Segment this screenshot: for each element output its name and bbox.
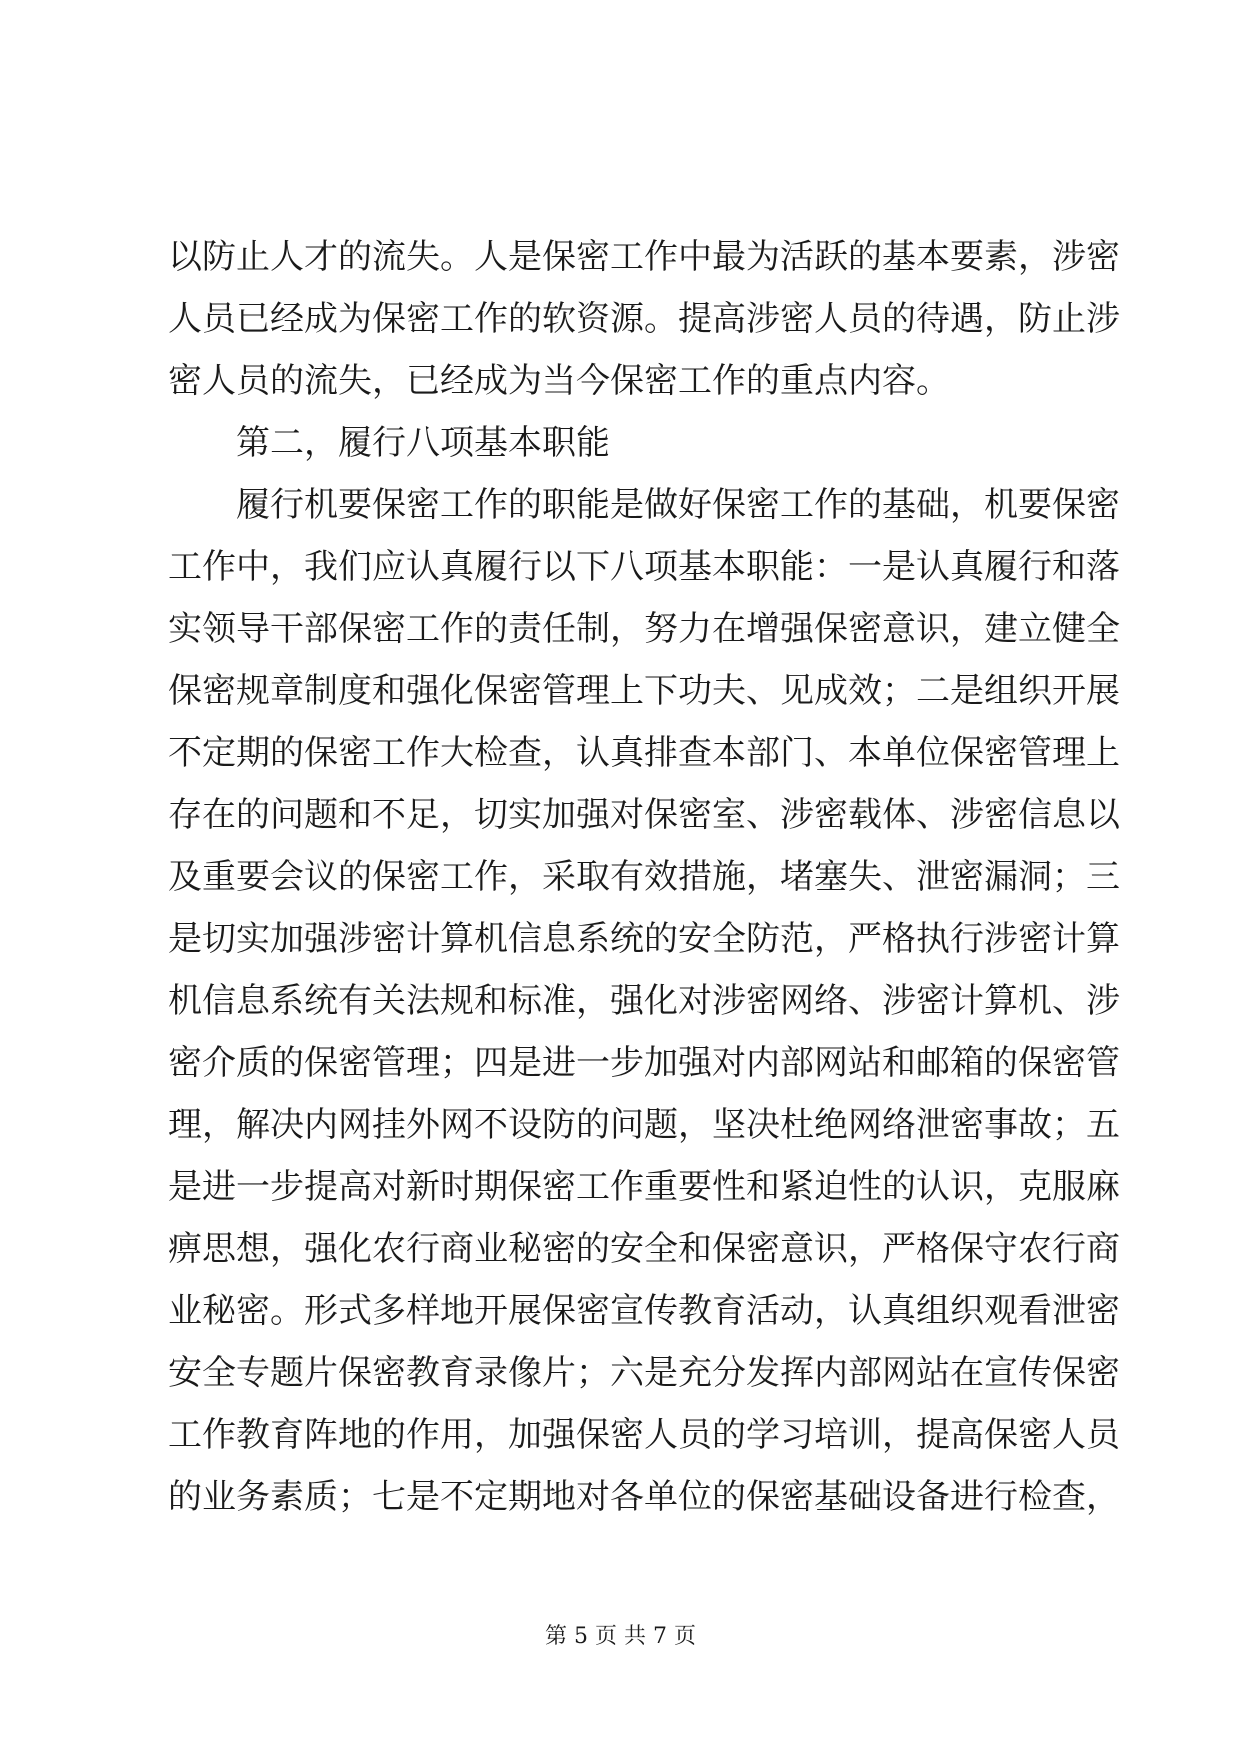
paragraph-line: 存在的问题和不足，切实加强对保密室、涉密载体、涉密信息以 (168, 795, 1120, 835)
paragraph-line: 密介质的保密管理；四是进一步加强对内部网站和邮箱的保密管 (168, 1043, 1120, 1083)
paragraph-line: 理，解决内网挂外网不设防的问题，坚决杜绝网络泄密事故；五 (168, 1105, 1120, 1145)
paragraph-line: 痹思想，强化农行商业秘密的安全和保密意识，严格保守农行商 (168, 1229, 1120, 1269)
page-number-footer: 第 5 页 共 7 页 (545, 1624, 696, 1649)
paragraph-line: 实领导干部保密工作的责任制，努力在增强保密意识，建立健全 (168, 609, 1120, 649)
paragraph-line: 是切实加强涉密计算机信息系统的安全防范，严格执行涉密计算 (168, 919, 1120, 959)
section-heading: 第二，履行八项基本职能 (236, 423, 610, 463)
paragraph-line: 及重要会议的保密工作，采取有效措施，堵塞失、泄密漏洞；三 (168, 857, 1120, 897)
paragraph-line: 的业务素质；七是不定期地对各单位的保密基础设备进行检查， (168, 1477, 1120, 1517)
paragraph-line: 履行机要保密工作的职能是做好保密工作的基础，机要保密 (236, 485, 1120, 525)
paragraph-line: 业秘密。形式多样地开展保密宣传教育活动，认真组织观看泄密 (168, 1291, 1120, 1331)
paragraph-line: 安全专题片保密教育录像片；六是充分发挥内部网站在宣传保密 (168, 1353, 1120, 1393)
paragraph-line: 密人员的流失，已经成为当今保密工作的重点内容。 (168, 361, 950, 401)
paragraph-line: 机信息系统有关法规和标准，强化对涉密网络、涉密计算机、涉 (168, 981, 1120, 1021)
paragraph-line: 工作教育阵地的作用，加强保密人员的学习培训，提高保密人员 (168, 1415, 1120, 1455)
paragraph-line: 以防止人才的流失。人是保密工作中最为活跃的基本要素，涉密 (168, 237, 1120, 277)
body-text (168, 226, 1120, 1528)
paragraph-line: 保密规章制度和强化保密管理上下功夫、见成效；二是组织开展 (168, 671, 1120, 711)
paragraph-line: 是进一步提高对新时期保密工作重要性和紧迫性的认识，克服麻 (168, 1167, 1120, 1207)
paragraph-line: 工作中，我们应认真履行以下八项基本职能：一是认真履行和落 (168, 547, 1120, 587)
paragraph-line: 不定期的保密工作大检查，认真排查本部门、本单位保密管理上 (168, 733, 1120, 773)
paragraph-line: 人员已经成为保密工作的软资源。提高涉密人员的待遇，防止涉 (168, 299, 1120, 339)
